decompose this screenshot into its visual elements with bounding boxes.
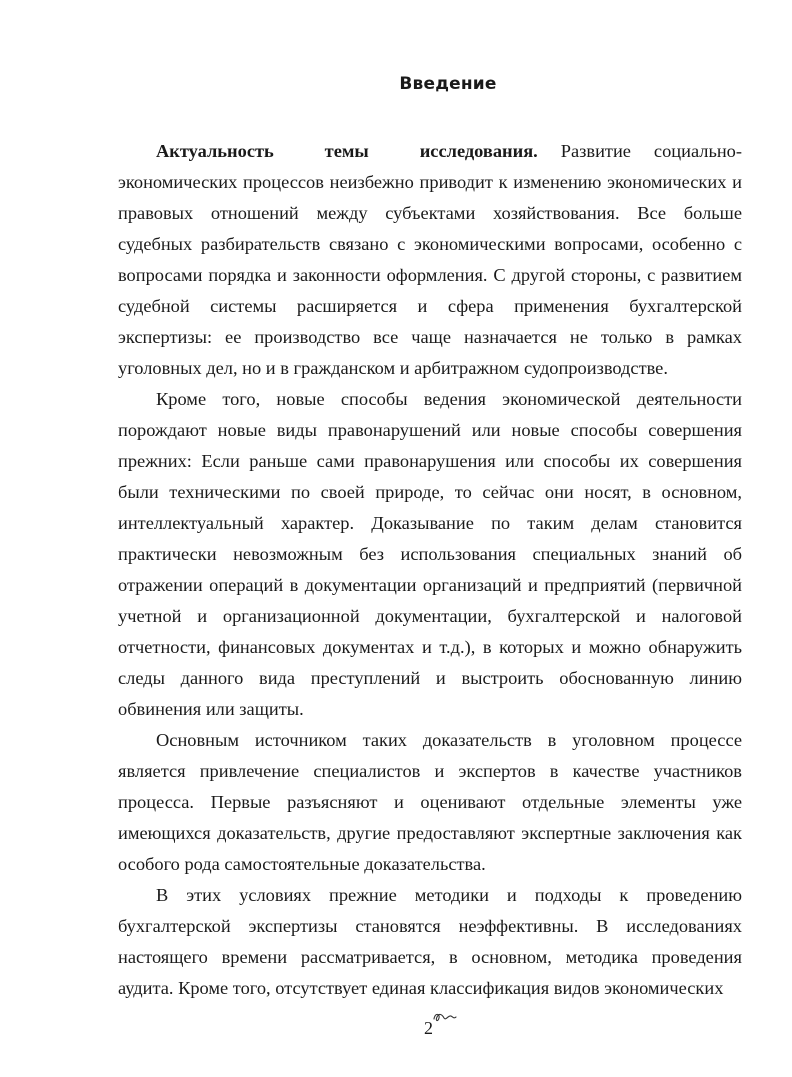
paragraph-new-methods: Кроме того, новые способы ведения экономической деятельности порождают новые виды правонарушений или новые способы совершения прежних: Если раньше сами правонарушения или способы их совершения были техническими по своей природе, то сейчас они носят, в основном, интеллектуальный характер. Доказывание по таким делам становится практически невозможным без использования специальных знаний об отражении операций в документации организаций и предприятий (первичной учетной и организационной документации, бухгалтерской и налоговой отчетности, финансовых документах и т.д.), в которых и можно обнаружить следы данного вида преступлений и выстроить обоснованную линию обвинения или защиты.	[118, 389, 742, 719]
page-number: 2	[424, 1018, 433, 1038]
paragraph-relevance	[118, 136, 742, 384]
section-title: Введение	[399, 74, 497, 94]
paragraph-text: Развитие социально-экономических процессов неизбежно приводит к изменению экономических и правовых отношений между субъектами хозяйствования. Все больше судебных разбирательств связано с экономическими вопросами, особенно с вопросами порядка и законности оформления. С другой стороны, с развитием судебной системы расширяется и сфера применения бухгалтерской экспертизы: ее производство все чаще назначается не только в рамках уголовных дел, но и в гражданском и арбитражном судопроизводстве.	[118, 141, 742, 378]
paragraph-evidence-source: Основным источником таких доказательств в уголовном процессе является привлечение специалистов и экспертов в качестве участников процесса. Первые разъясняют и оценивают отдельные элементы уже имеющихся доказательств, другие предоставляют экспертные заключения как особого рода самостоятельные доказательства.	[118, 730, 742, 874]
body-text	[118, 136, 742, 1004]
paragraph-lead: Актуальность темы исследования.	[156, 141, 538, 161]
handwritten-mark-icon	[432, 1010, 458, 1026]
paragraph-conditions: В этих условиях прежние методики и подходы к проведению бухгалтерской экспертизы становятся неэффективны. В исследованиях настоящего времени рассматривается, в основном, методика проведения аудита. Кроме того, отсутствует единая классификация видов экономических	[118, 885, 742, 998]
